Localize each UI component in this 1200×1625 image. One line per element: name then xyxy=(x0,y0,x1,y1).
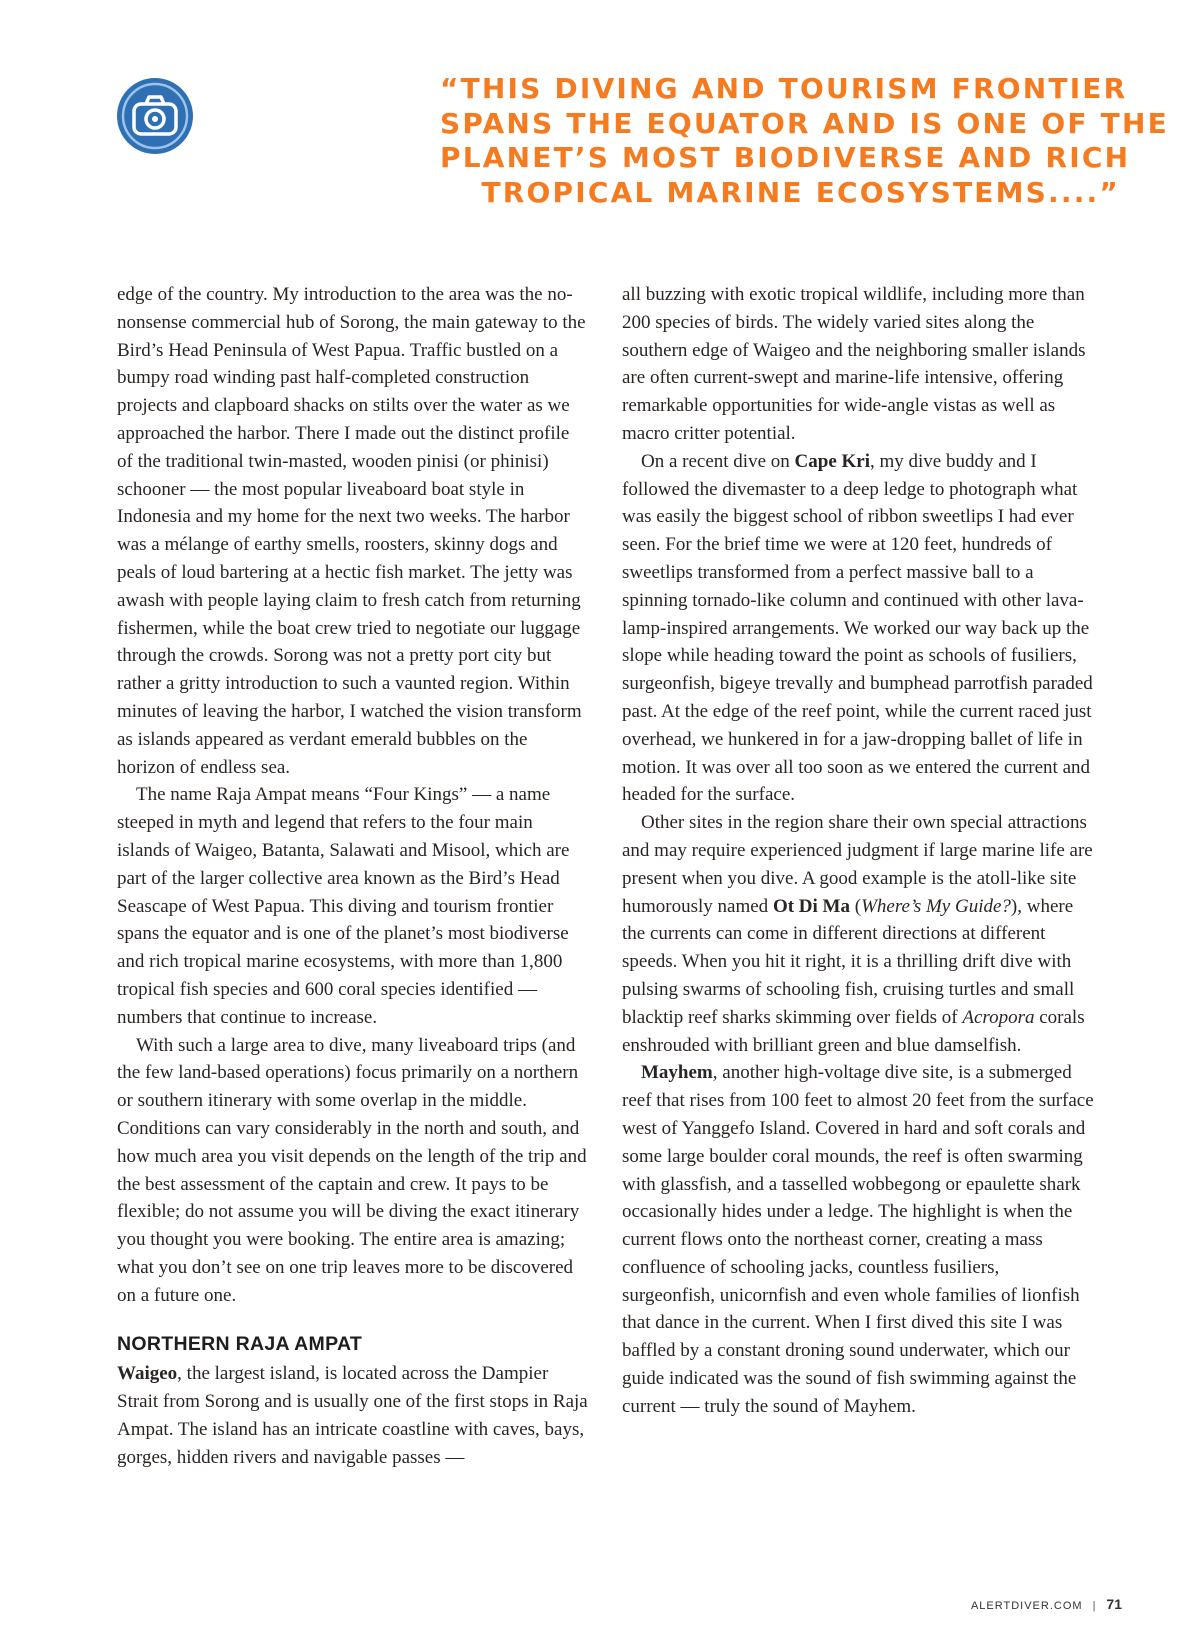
paragraph-text: ), where the currents can come in different directions at different speeds. When you hit it right, it is a thrilling drift dive with pulsing swarms of schooling fish, cruising turtles and small blacktip reef sharks skimming over fields of xyxy=(622,895,1075,1028)
site-name: Cape Kri xyxy=(794,450,870,472)
paragraph xyxy=(117,1360,589,1471)
site-name: Ot Di Ma xyxy=(772,895,850,917)
italic-text: Where’s My Guide? xyxy=(861,895,1011,917)
pull-quote-line: TROPICAL MARINE ECOSYSTEMS....” xyxy=(481,175,1120,209)
paragraph xyxy=(622,1059,1094,1420)
page-number: 71 xyxy=(1106,1596,1122,1612)
right-column xyxy=(622,281,1094,1421)
paragraph-text: corals enshrouded with brilliant green and blue damselfish. xyxy=(622,1006,1085,1056)
page-footer xyxy=(971,1596,1122,1612)
pull-quote-line: PLANET’S MOST BIODIVERSE AND RICH xyxy=(440,141,1131,174)
paragraph-text: On a recent dive on xyxy=(641,450,795,472)
paragraph: edge of the country. My introduction to the area was the no-nonsense commercial hub of Sorong, the main gateway to the Bird’s Head Peninsula of West Papua. Traffic bustled on a bumpy road winding past half-completed construction projects and clapboard shacks on stilts over the water as we approached the harbor. There I made out the distinct profile of the traditional twin-masted, wooden pinisi (or phinisi) schooner — the most popular liveaboard boat style in Indonesia and my home for the next two weeks. The harbor was a mélange of earthy smells, roosters, skinny dogs and peals of loud bartering at a hectic fish market. The jetty was awash with people laying claim to fresh catch from returning fishermen, while the boat crew tried to negotiate our luggage through the crowds. Sorong was not a pretty port city but rather a gritty introduction to such a vaunted region. Within minutes of leaving the harbor, I watched the vision transform as islands appeared as verdant emerald bubbles on the horizon of endless sea. xyxy=(117,284,586,778)
paragraph: The name Raja Ampat means “Four Kings” — a name steeped in myth and legend that refers to the four main islands of Waigeo, Batanta, Salawati and Misool, which are part of the larger collective area known as the Bird’s Head Seascape of West Papua. This diving and tourism frontier spans the equator and is one of the planet’s most biodiverse and rich tropical marine ecosystems, with more than 1,800 tropical fish species and 600 coral species identified — numbers that continue to increase. xyxy=(117,784,570,1028)
footer-separator: | xyxy=(1092,1600,1097,1612)
paragraph-text: Other sites in the region share their own special attractions and may require experienced judgment if large marine life are present when you dive. A good example is the atoll-like site humorously named xyxy=(622,812,1093,917)
section-heading: NORTHERN RAJA AMPAT xyxy=(117,1333,363,1356)
footer-site: ALERTDIVER.COM xyxy=(970,1600,1083,1612)
italic-text: Acropora xyxy=(962,1006,1035,1028)
paragraph xyxy=(622,448,1094,809)
paragraph-text: , the largest island, is located across the Dampier Strait from Sorong and is usually one of the first stops in Raja Ampat. The island has an intricate coastline with caves, bays, gorges, hidden rivers and navigable passes — xyxy=(117,1363,588,1468)
paragraph-text: ( xyxy=(849,895,862,917)
left-column xyxy=(117,281,589,1472)
paragraph: With such a large area to dive, many liveaboard trips (and the few land-based operations) focus primarily on a northern or southern itinerary with some overlap in the middle. Conditions can vary considerably in the north and south, and how much area you visit depends on the length of the trip and the best assessment of the captain and crew. It pays to be flexible; do not assume you will be diving the exact itinerary you thought you were booking. The entire area is amazing; what you don’t see on one trip leaves more to be discovered on a future one. xyxy=(117,1034,587,1306)
paragraph-text: , another high-voltage dive site, is a submerged reef that rises from 100 feet to almost 20 feet from the surface west of Yanggefo Island. Covered in hard and soft corals and some large boulder coral mounds, the reef is often swarming with glassfish, and a tasselled wobbegong or epaulette shark occasionally hides under a ledge. The highlight is when the current flows onto the northeast corner, creating a mass confluence of schooling jacks, countless fusiliers, surgeonfish, unicornfish and even whole families of lionfish that dance in the current. When I first dived this site I was baffled by a constant droning sound underwater, which our guide indicated was the sound of fish swimming against the current — truly the sound of Mayhem. xyxy=(622,1062,1094,1417)
site-name: Waigeo xyxy=(117,1363,178,1385)
paragraph-text: , my dive buddy and I followed the divemaster to a deep ledge to photograph what was easily the biggest school of ribbon sweetlips I had ever seen. For the brief time we were at 120 feet, hundreds of sweetlips transformed from a perfect massive ball to a spinning tornado-like column and continued with other lava-lamp-inspired arrangements. We worked our way back up the slope while heading toward the point as schools of fusiliers, surgeonfish, bigeye trevally and bumphead parrotfish paraded past. At the edge of the reef point, while the current raced just overhead, we hunkered in for a jaw-dropping ballet of life in motion. It was over all too soon as we entered the current and headed for the surface. xyxy=(622,450,1093,806)
paragraph xyxy=(622,809,1094,1059)
pull-quote-line: “THIS DIVING AND TOURISM FRONTIER xyxy=(440,72,1128,105)
pull-quote-line: SPANS THE EQUATOR AND IS ONE OF THE xyxy=(440,106,1169,140)
site-name: Mayhem xyxy=(641,1062,713,1084)
camera-icon-lens-center xyxy=(152,116,158,122)
pull-quote xyxy=(440,72,1169,210)
camera-icon xyxy=(115,76,195,156)
paragraph: all buzzing with exotic tropical wildlife, including more than 200 species of birds. The widely varied sites along the southern edge of Waigeo and the neighboring smaller islands are often current-swept and marine-life intensive, offering remarkable opportunities for wide-angle vistas as well as macro critter potential. xyxy=(622,284,1086,444)
